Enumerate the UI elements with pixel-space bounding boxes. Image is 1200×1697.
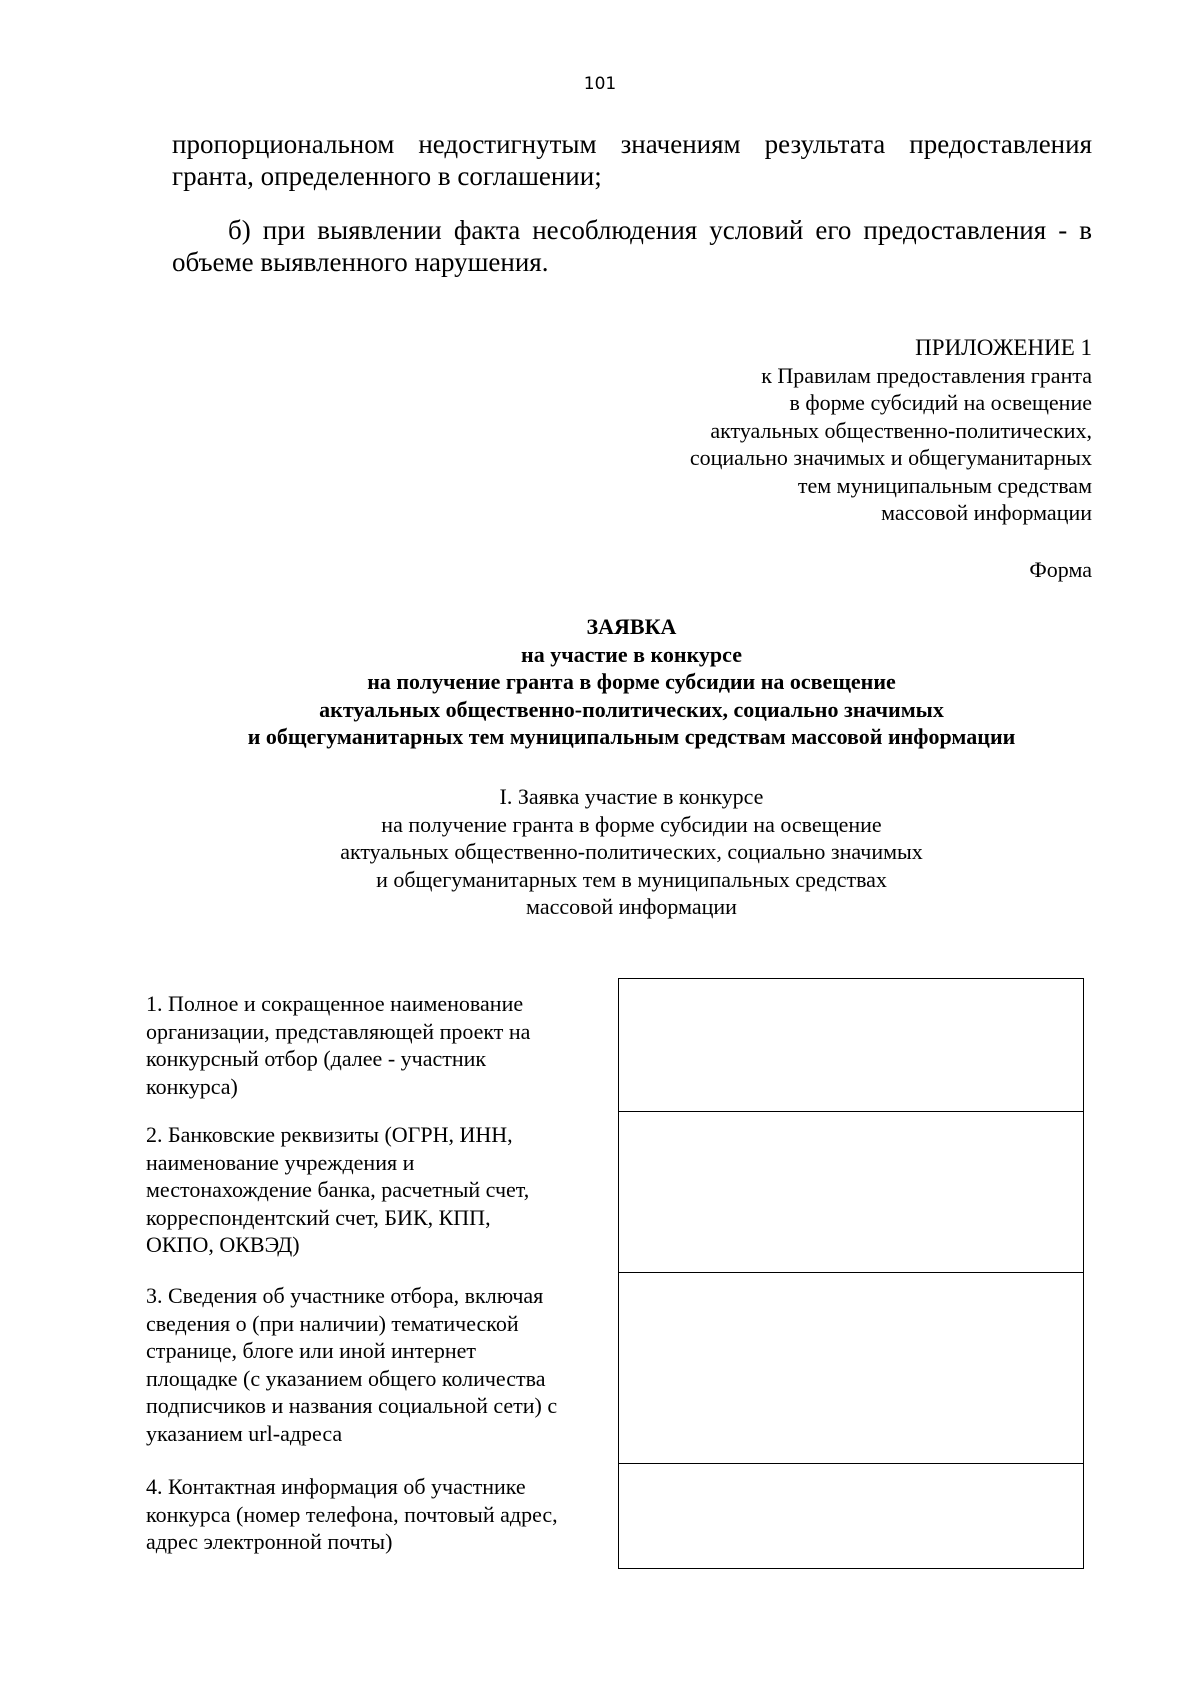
label-line: 4. Контактная информация об участнике — [146, 1474, 526, 1499]
form-row-participant-info — [146, 1272, 1086, 1463]
paragraph-line: б) при выявлении факта несоблюдения условий его предоставления - в — [228, 215, 1092, 245]
label-line: сведения о (при наличии) тематической — [146, 1310, 519, 1336]
application-title-line: на получение гранта в форме субсидии на освещение — [367, 669, 896, 694]
label-line: организации, представляющей проект на — [146, 1018, 531, 1044]
application-form-table — [146, 978, 1086, 1569]
application-title-line: актуальных общественно-политических, социально значимых — [319, 696, 944, 722]
application-title-line: на участие в конкурсе — [521, 641, 742, 667]
appendix-line: социально значимых и общегуманитарных — [689, 445, 1092, 470]
label-line: площадке (с указанием общего количества — [146, 1365, 546, 1391]
application-title-line: и общегуманитарных тем муниципальным средствам массовой информации — [247, 724, 1016, 749]
appendix-line: к Правилам предоставления гранта — [761, 362, 1092, 388]
label-line: 1. Полное и сокращенное наименование — [146, 991, 524, 1016]
form-row-bank-details — [146, 1111, 1086, 1272]
organization-name-field[interactable] — [618, 978, 1084, 1113]
label-line: подписчиков и названия социальной сети) с — [146, 1393, 558, 1418]
appendix-line: в форме субсидий на освещение — [789, 390, 1092, 415]
form-row-contact-info — [146, 1463, 1086, 1569]
paragraph-line: пропорциональном недостигнутым значениям результата предоставления — [172, 129, 1092, 159]
bank-details-field[interactable] — [618, 1111, 1084, 1272]
appendix-line: массовой информации — [881, 500, 1092, 525]
appendix-line: тем муниципальным средствам — [797, 472, 1092, 498]
label-line: наименование учреждения и — [146, 1149, 415, 1175]
label-line: 3. Сведения об участнике отбора, включая — [146, 1283, 544, 1308]
label-line: конкурса) — [146, 1073, 238, 1099]
form-row-label — [146, 978, 596, 1111]
form-row-label — [146, 1463, 596, 1569]
label-line: странице, блоге или иной интернет — [146, 1338, 477, 1363]
label-line: 2. Банковские реквизиты (ОГРН, ИНН, — [146, 1122, 513, 1147]
paragraph-item-b — [172, 214, 1092, 278]
section-title-line: I. Заявка участие в конкурсе — [499, 784, 764, 809]
section-title-line: и общегуманитарных тем в муниципальных средствах — [376, 866, 887, 892]
contact-info-field[interactable] — [618, 1463, 1084, 1569]
participant-info-field[interactable] — [618, 1272, 1084, 1463]
appendix-title: ПРИЛОЖЕНИЕ 1 — [915, 335, 1092, 360]
label-line: указанием url-адреса — [146, 1420, 343, 1446]
application-title-line: ЗАЯВКА — [586, 614, 677, 639]
section-title — [0, 783, 1200, 921]
form-row-organization-name — [146, 978, 1086, 1111]
paragraph-line: гранта, определенного в соглашении; — [172, 161, 602, 191]
form-label: Форма — [1029, 557, 1092, 582]
label-line: адрес электронной почты) — [146, 1529, 393, 1554]
form-row-label — [146, 1272, 596, 1463]
label-line: корреспондентский счет, БИК, КПП, — [146, 1204, 491, 1230]
section-title-line: актуальных общественно-политических, социально значимых — [340, 839, 923, 864]
page-number: 101 — [583, 74, 617, 94]
label-line: конкурсный отбор (далее - участник — [146, 1046, 487, 1071]
appendix-header — [492, 334, 1092, 527]
paragraph-continuation — [172, 128, 1092, 192]
section-title-line: массовой информации — [526, 894, 737, 919]
label-line: местонахождение банка, расчетный счет, — [146, 1177, 530, 1202]
label-line: ОКПО, ОКВЭД) — [146, 1232, 300, 1257]
form-row-label — [146, 1111, 596, 1272]
appendix-line: актуальных общественно-политических, — [710, 417, 1092, 443]
paragraph-line: объеме выявленного нарушения. — [172, 247, 549, 277]
label-line: конкурса (номер телефона, почтовый адрес, — [146, 1501, 558, 1527]
application-title — [0, 613, 1200, 751]
section-title-line: на получение гранта в форме субсидии на освещение — [381, 811, 882, 837]
